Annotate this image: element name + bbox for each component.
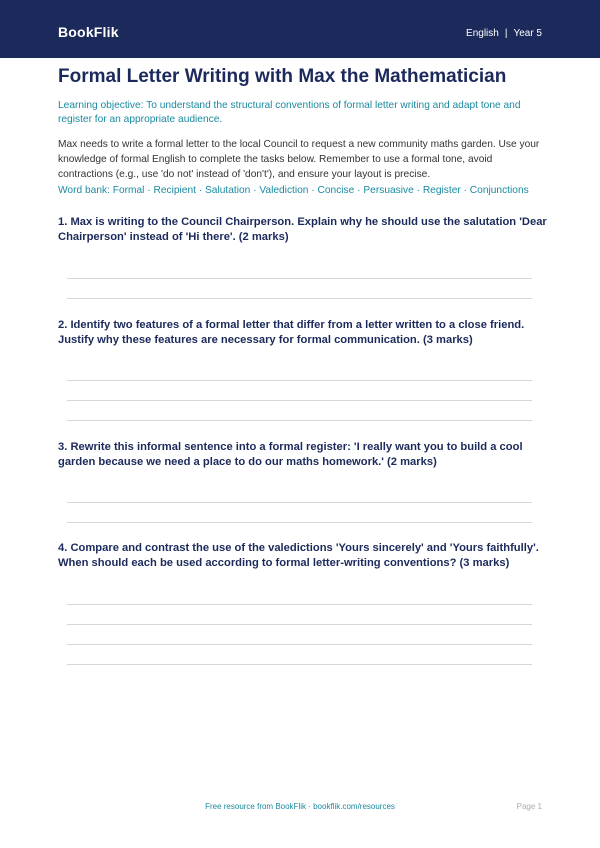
answer-line[interactable] <box>67 298 532 299</box>
answer-line[interactable] <box>67 522 532 523</box>
answer-line[interactable] <box>67 644 532 645</box>
header-bar <box>0 0 600 58</box>
year-label: Year 5 <box>513 28 542 39</box>
word-bank: Word bank: Formal · Recipient · Salutation · Valediction · Concise · Persuasive · Register · Conjunctions <box>58 185 529 196</box>
page-number: Page 1 <box>516 802 542 811</box>
intro-paragraph: Max needs to write a formal letter to the local Council to request a new community maths garden. Use your knowledge of formal English to complete the tasks below. Remember to use a formal tone, avoid contractions (e.g., use 'do not' instead of 'don't'), and ensure your layout is precise. <box>58 139 540 180</box>
footer-link[interactable]: Free resource from BookFlik · bookflik.com/resources <box>205 802 395 811</box>
question-4: 4. Compare and contrast the use of the valedictions 'Yours sincerely' and 'Yours faithfully'. When should each be used according to formal letter-writing conventions? (3 marks) <box>58 542 539 569</box>
answer-line[interactable] <box>67 624 532 625</box>
answer-line[interactable] <box>67 420 532 421</box>
answer-line[interactable] <box>67 278 532 279</box>
header-meta <box>466 28 542 39</box>
answer-line[interactable] <box>67 400 532 401</box>
meta-separator: | <box>504 28 508 39</box>
subject-label: English <box>466 28 499 39</box>
question-3: 3. Rewrite this informal sentence into a formal register: 'I really want you to build a cool garden because we need a place to do our maths homework.' (2 marks) <box>58 441 523 468</box>
page-title: Formal Letter Writing with Max the Mathematician <box>58 66 507 87</box>
learning-objective: Learning objective: To understand the structural conventions of formal letter writing and adapt tone and register for an appropriate audience. <box>58 100 521 125</box>
answer-line[interactable] <box>67 502 532 503</box>
question-1: 1. Max is writing to the Council Chairperson. Explain why he should use the salutation 'Dear Chairperson' instead of 'Hi there'. (2 marks) <box>58 216 547 243</box>
brand-logo[interactable]: BookFlik <box>58 24 119 40</box>
answer-line[interactable] <box>67 380 532 381</box>
answer-line[interactable] <box>67 604 532 605</box>
question-2: 2. Identify two features of a formal letter that differ from a letter written to a close friend. Justify why these features are necessary for formal communication. (3 marks) <box>58 319 525 346</box>
answer-line[interactable] <box>67 664 532 665</box>
